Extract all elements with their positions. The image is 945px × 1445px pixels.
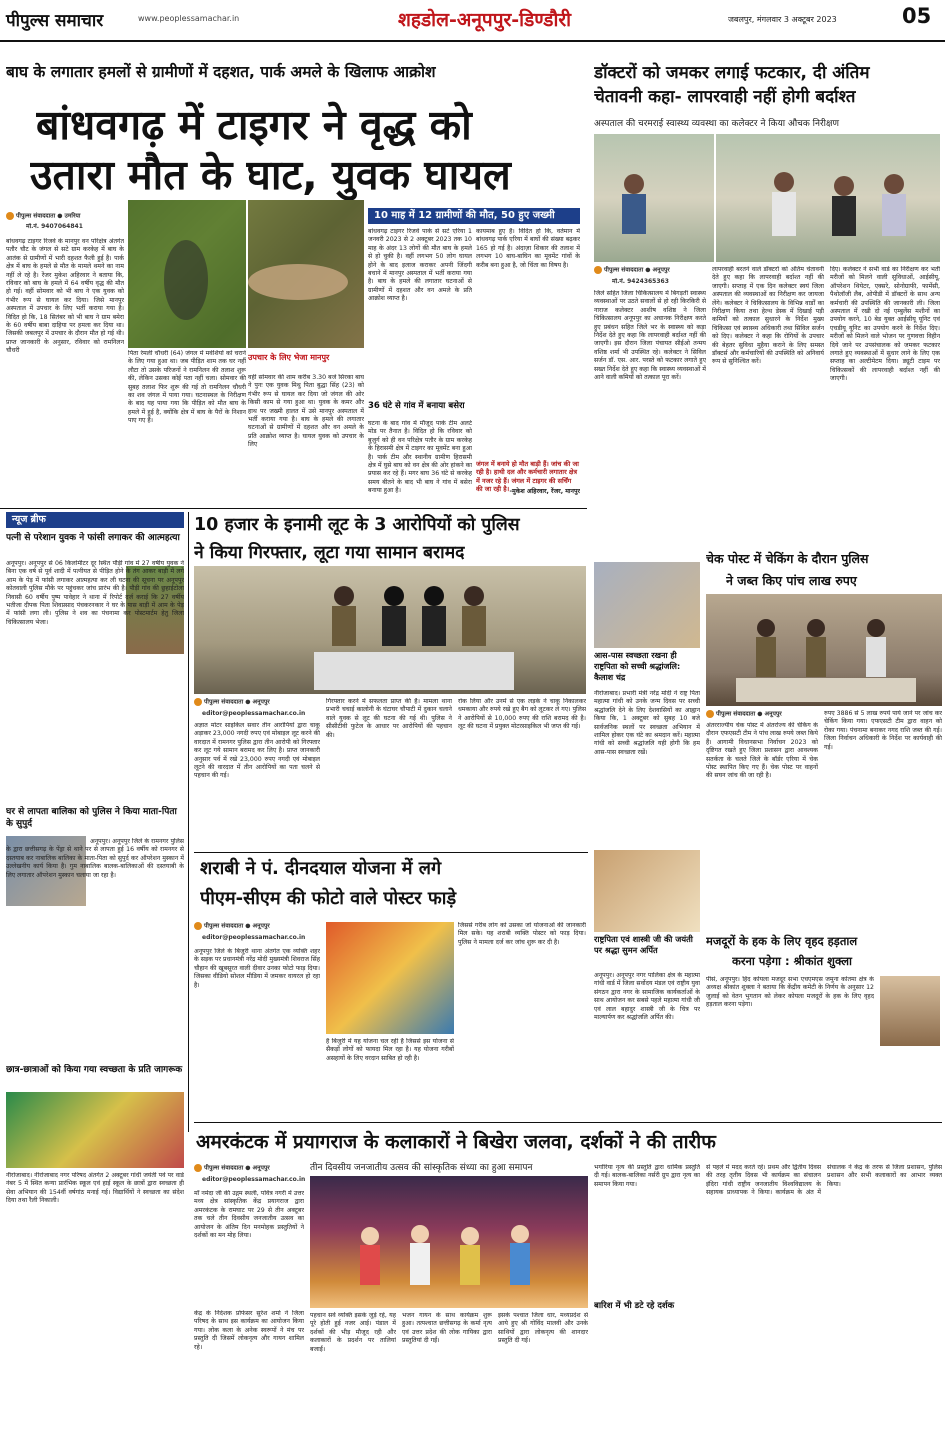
labour-headline-2: करना पड़ेगा : श्रीकांत शुक्ला <box>732 954 852 968</box>
amarkantak-col2: केंद्र के निदेशक प्रोफेसर सुरेश शर्मा ने जिला परिषद के साथ इस कार्यक्रम का आयोजन किया गया। लोक कला के अनेक स्वरूपों ने मंच पर प्रस्तुति दी जिसमें लोकनृत्य और गायन शामिल रहे। <box>194 1310 304 1351</box>
brief-photo-3 <box>6 1092 184 1168</box>
section-rule-3 <box>194 1122 942 1123</box>
amarkantak-subhead: तीन दिवसीय जनजातीय उत्सव की सांस्कृतिक संध्या का हुआ समापन <box>310 1163 533 1173</box>
section-rule-2 <box>194 852 588 853</box>
tiger-kicker: बाघ के लगातार हमलों से ग्रामीणों में दहशत, पार्क अमले के खिलाफ आक्रोश <box>6 63 436 81</box>
victim-scene-illustration <box>128 200 364 348</box>
checkpost-scene-illustration <box>706 594 942 706</box>
labour-headline-1: मजदूरों के हक के लिए वृहद हड़ताल <box>706 934 858 948</box>
section-rule-1 <box>0 508 587 509</box>
amarkantak-col3: पहचान सर्वे व्यक्ति इसके जुड़े रहे, यह पूरे होती हुई नजर आई। पंडाल में दर्शकों की भीड़ मौजूद रही और कलाकारों के प्रदर्शन पर तालियां बजाईं। <box>310 1312 396 1353</box>
labour-portrait <box>880 976 940 1046</box>
doctors-mobile: मो.नं. 9424365363 <box>612 278 669 285</box>
poster-email: editor@peoplessamachar.co.in <box>202 934 306 941</box>
loot-byline: पीपुल्स संवाददाता ● अनूपपुर <box>194 698 314 707</box>
labour-text: पीसं, अनूपपुर। हिंद कोयला मजदूर सभा एचएमएस जमुना कोतमा क्षेत्र के अध्यक्ष श्रीकांत शुक्ला ने बताया कि केंद्रीय कमेटी के निर्णय के अनुसार 12 जुलाई को वेतन भुगतान को लेकर कोयला मजदूरों के हक के लिए वृहद हड़ताल करना पड़ेगा। <box>706 976 874 1009</box>
cleanliness-photo <box>594 562 700 648</box>
tiger-caption-col: पिता रेमली चौधरी (64) जंगल में मवेशियों को चराने के लिए गया हुआ था। जब पीड़ित शाम तक घर नहीं लौटा तो उसके परिजनों ने रामनिलन की तलाश शुरू की, लेकिन उसका कोई पता नहीं चला। सोमवार की सुबह तलाश फिर शुरू की गई तो रामनिलन चौधरी का शव जंगल में पाया गया। घटनास्थल के निरीक्षण के बाद यह पाया गया कि पीड़ित को मौत बाघ के हमले में हुई है, क्योंकि क्षेत्र में बाघ के पैरों के निशान पाए गए हैं। <box>128 350 246 425</box>
stage-performance-illustration <box>310 1176 588 1308</box>
poster-byline: पीपुल्स संवाददाता ● अनूपपुर <box>194 922 314 931</box>
tiger-box-text: बांधवगढ़ टाइगर रिजर्व पार्क से सटे एरिया 1 जनवरी 2023 से 2 अक्टूबर 2023 तक 10 माह के अंदर 13 लोगों की मौत बाघ के हमले से हो चुकी है। वहीं लगभग 50 लोग घायल होने के बाद इलाज कराकर अपनी जिंदगी बचाने में मानपुर अस्पताल में भर्ती कराया गया है। बाघ के हमले की लगातार घटनाओं से ग्रामीणों में दहशत और वन अमले के प्रति आक्रोश व्याप्त है। <box>368 228 472 303</box>
amarkantak-email: editor@peoplessamachar.co.in <box>202 1176 306 1183</box>
checkpost-col1: अंतरराज्यीय चेक पोस्ट में अंतर्राज्य की चेकिंग के दौरान एफएसटी टीम ने पांच लाख रुपये जब्त किये हैं। आगामी विधानसभा निर्वाचन 2023 को दृष्टिगत रखते हुए जिला प्रशासन द्वारा आवश्यक सतर्कता के चलते जिले के बॉर्डर एरिया में चेक पोस्ट स्थापित किए गए हैं। चेक पोस्ट पर वाहनों की सघन जांच की जा रही है। <box>706 722 818 780</box>
tiger-quote-box: जंगल में बनाये हो मौत बाड़ी हैं। जांच की जा रही है। हाथी दल और कर्मचारी लगातार क्षेत्र में नजर रहे हैं। जंगल में टाइगर की सर्चिंग की जा रही है। <box>476 460 579 494</box>
checkpost-col2: रुपए 3886 से 5 लाख रुपये पाये जाने पर जांच कर चेकिंग किया गया। एफएसटी टीम द्वारा वाहन को रोका गया। पंचनामा बनाकर नगद राशि जब्त की गई। जिला निर्वाचन अधिकारी के निर्देश पर कार्यवाही की गई। <box>824 710 942 751</box>
tribute-photo <box>594 850 700 932</box>
brief-t3: नीरोजाबाद। नीरोजाबाद नगर परिषद अंतर्गत 2 अक्टूबर गांधी जयंती पर्व पर वार्ड नंबर 5 में स्थित कन्या प्रारंभिक स्कूल एवं हाई स्कूल के छात्रों द्वारा स्वच्छता ही सेवा अभियान की 154वीं वर्षगांठ मनाई गई। विद्यार्थियों ने स्वच्छता का संदेश दिया तथा रैली निकाली। <box>6 1172 184 1205</box>
checkpost-headline-1: चेक पोस्ट में चेकिंग के दौरान पुलिस <box>706 551 869 566</box>
doctors-headline-2: चेतावनी कहा- लापरवाही नहीं होगी बर्दाश्त <box>594 87 856 107</box>
loot-col2: गिरफ्तार करने में सफलता प्राप्त की है। मामला थाना प्रभारी चचाई कालोनी के घंटाघर चौपाटी में दुकान चलाने वाले युवक से लूट की घटना की गई थी। पुलिस ने सीसीटीवी फुटेज के आधार पर आरोपियों की पहचान की। <box>326 698 452 739</box>
tiger-col3: वहीं सोमवार की शाम करीब 3.30 बजे सिरका बाघ ने पुनः एक युवक मिथु पिता बुद्धा सिंह (23) को गंभीर रूप से घायल कर दिया जो जंगल की ओर किसी काम से गया हुआ था। युवक के कमर और हाथ पर जख्मी हालत में उसे मानपुर अस्पताल में भर्ती कराया गया है। बाघ के हमले की लगातार घटनाओं से ग्रामीणों में दहशत और वन अमले के प्रति आक्रोश व्याप्त है। घायल युवक को उपचार के लिए <box>248 374 364 449</box>
tiger-victim-photo <box>128 200 364 348</box>
poster-photo <box>326 922 454 1034</box>
brief-h3: छात्र-छात्राओं को किया गया स्वच्छता के प्रति जागरूक <box>6 1065 183 1075</box>
brief-h2: घर से लापता बालिका को पुलिस ने किया माता-पिता के सुपुर्द <box>6 807 177 829</box>
doctors-photo <box>594 134 940 262</box>
masthead-rule <box>0 40 945 42</box>
website: www.peoplessamachar.in <box>138 14 240 23</box>
tiger-col1: बांधवगढ़ टाइगर रिजर्व के मानपुर वन परिक्षेत्र अंतर्गत पतौर चौट के जंगल से सटे ग्राम करकेह में बाघ के आतंक से ग्रामीणों में भारी दहशत फैली हुई है। पार्क क्षेत्र में बाघ के हमले से मौत के मामले थमने का नाम नहीं ले रहे है। रेंजर मुकेश अहिरवार ने बताया कि, रविवार को बाघ के हमले में 64 वर्षीय वृद्ध की मौत हो गई। वहीं सोमवार को भी बाघ ने एक युवक को गंभीर रूप से घायल कर दिया। जिसे मानपुर अस्पताल में उपचार के लिए भर्ती कराया गया है। विदित हो कि, 18 सितंबर को भी बाघ ने ग्राम बमेरा के 60 वर्षीय बाबा दाहिया पर हमला कर दिया था। जिसकी जबलपुर में उपचार के दौरान मौत हो गई थी। प्राप्त जानकारी के अनुसार, रविवार को रामनिलन चौधरी <box>6 238 124 355</box>
brief-t2: अनूपपुर। अनूपपुर जिले के रामनगर पुलिस के द्वारा छत्तीसगढ़ के पेंड्रा से थाने पर से लापता हुई 16 वर्षीय को रामनगर से दस्तयाब कर नाबालिक बालिका के माता-पिता को सुपुर्द कर ऑपरेशन मुस्कान में उल्लेखनीय कार्य किया है। गुम नाबालिक बालक-बालिकाओं की दस्तयाबी के लिए लगातार ऑपरेशन मुस्कान चलाया जा रहा है। <box>6 838 184 879</box>
brief-t1: अनूपपुर। अनूपपुर से 06 किलोमीटर दूर स्थित पौड़ी गांव में 27 वर्षीय युवक ने बिना एक वर्ष से पूर्व शादी में पत्नीयत से पीड़ित होने के तंग आकर बाड़ी में लगे आम के पेड़ में फांसी लगाकर आत्महत्या कर ली घटना की सूचना पर अनूपपुर कोतवाली पुलिस मौके पर पहुंचकर जांच प्रारंभ की है। पौड़ी गांव की छुहाईटोला निवासी 60 वर्षीय पुष्प पावेहार ने थाना में रिपोर्ट दर्ज कराई कि 27 वर्षीय भतीजा दीपक पिता शिवप्रसाद पंचकरनकार ने घर के पास बाड़ी में आम के पेड़ में फांसी लगा ली। पुलिस ने शव का पंचनामा कर पोस्टमार्टम हेतु जिला चिकित्सालय भेजा। <box>6 560 184 626</box>
poster-col2: है बिजुरी में यह योजना चल रही है जिससे इस योजना से सैकड़ों लोगों को फायदा मिल रहा है। यह योजना गरीबों असहायों के लिए वरदान साबित हो रही है। <box>326 1038 454 1062</box>
poster-headline-2: पीएम-सीएम की फोटो वाले पोस्टर फाड़े <box>200 888 457 909</box>
loot-headline-1: 10 हजार के इनामी लूट के 3 आरोपियों को पुलिस <box>194 515 520 535</box>
checkpost-headline-2: ने जब्त किए पांच लाख रुपए <box>726 573 857 588</box>
amarkantak-photo <box>310 1176 588 1308</box>
page-date: जबलपुर, मंगलवार 3 अक्टूबर 2023 <box>728 15 837 24</box>
loot-col1: अज्ञात मोटर साइकिल सवार तीन आरोपियों द्वारा चाकू अड़ाकर 23,000 नगदी रुपए एवं मोबाइल लूट करने की वारदात में रामनगर पुलिस द्वारा तीन आरोपी को गिरफ्तार कर लूट गये सामान बरामद कर लिए है। प्राप्त जानकारी अनुसार पर्व में रखे 23,000 रुपए नगदी एवं मोबाइल लूटने की वारदात में तीन आरोपियों का पता चलने से पहचान की गई। <box>194 722 320 780</box>
amarkantak-col4: भजन गायन के साथ कार्यक्रम शुरू हुआ। तत्पश्चात छत्तीसगढ़ के कर्मा नृत्य एवं उत्तर प्रदेश की लोक गायिका द्वारा प्रस्तुतियां दी गईं। <box>402 1312 492 1345</box>
doctors-subhead: अस्पताल की चरमराई स्वास्थ्य व्यवस्था का कलेक्टर ने किया औचक निरीक्षण <box>594 119 839 129</box>
tiger-headline-2: उतारा मौत के घाट, युवक घायल <box>30 151 511 199</box>
police-arrest-illustration <box>194 566 586 694</box>
amarkantak-sub-rain: बारिश में भी डटे रहे दर्शक <box>594 1301 675 1311</box>
tiger-sub-36: 36 घंटे से गांव में बनाया बसेरा <box>368 401 465 411</box>
cleanliness-headline: आस-पास स्वच्छता रखना ही राष्ट्रपिता को सच्ची श्रद्धांजलि: कैलाश चंद्र <box>594 651 681 682</box>
tiger-col4: घटना के बाद गांव में मौजूद पार्क टीम अलर्ट मोड पर तैनात है। विदित हो कि रविवार को बुजुर्ग को ही वन परिक्षेत्र पतौर के ग्राम करकेह के हिरासमी क्षेत्र में टाइगर का मूवमेंट बना हुआ है। पार्क टीम और स्थानीय ग्रामीण हिरासमी क्षेत्र में घुसे बाघ को वन क्षेत्र की ओर हांकने का प्रयास कर रहे हैं। मगर बाघ 36 घंटे से करकेह समय बीतने के बाद भी बाघ ने गांव में बसेरा बनाया हुआ है। <box>368 420 472 495</box>
doctors-col1: जिले सहित जिला चिकित्सालय में बिगड़ती स्वास्थ्य व्यवस्थाओं पर उठते सवालों से हो रही किरकिरी से नाराज कलेक्टर आशीष वशिष्ठ ने जिला चिकित्सालय अनूपपुर का अचानक निरीक्षण करते हुए प्रबंधन सहित जिले भर के स्वास्थ्य को कड़ा निर्देश देते हुए कहा कि लापरवाही बर्दाश्त नहीं की जाएगी। इस दौरान जिला पंचायत सीईओ तन्मय वशिष्ठ शर्मा भी उपस्थित रहे। कलेक्टर ने सिविल सर्जन डॉ. एस. आर. परस्ते को फटकार लगाते हुए सख्त निर्देश देते हुए कहा कि स्वास्थ्य व्यवस्थाओं में आने वाली कमियों को तत्काल पूरा करें। <box>594 290 706 382</box>
tiger-sub-treatment: उपचार के लिए भेजा मानपुर <box>248 353 330 362</box>
amarkantak-col1: माँ नर्मदा जी की उद्गम स्थली, पवित्र नगरी में उत्तर मध्य क्षेत्र सांस्कृतिक केंद्र प्रयागराज द्वारा अमरकंटक के रामघाट पर 29 से तीन अक्टूबर तक चले तीन दिवसीय जनजातीय उत्सव का आयोजन के अंतिम दिन मनमोहक प्रस्तुतियों ने दर्शकों का मन मोह लिया। <box>194 1190 304 1240</box>
page-number: 05 <box>902 4 932 28</box>
doctors-col3: दिए। कलेक्टर ने सभी वार्ड का निरीक्षण कर भर्ती मरीजों को मिलने वाली सुविधाओं, आईसीयू, ऑपरेशन थियेटर, एक्सरे, सोनोग्राफी, फार्मेसी, पैथोलॉजी लैब, ओपीडी में डॉक्टरों के साथ अन्य कर्मचारी की उपस्थिति की जानकारी ली। जिला अस्पताल में रखी दो नई एम्बुलेंस मशीनों का उपयोग करने, 10 बेड युक्त आईसीयू यूनिट एवं एचडीयू यूनिट का उपयोग करने के निर्देश दिए। मरीजों को मिलने वाले भोजन पर गुणवत्ता विहीन दिये जाने पर उपसंचालक को जमकर फटकार लगाते हुए व्यवस्थाओं में सुधार लाने के लिए एक सप्ताह का अल्टीमेटम दिया। ड्यूटी टाइम पर चिकित्सकों की लापरवाही बर्दाश्त नहीं की जाएगी। <box>830 266 940 383</box>
tribute-text: अनूपपुर। अनूपपुर नगर पालिका क्षेत्र के महात्मा गांधी वार्ड में जिला सर्वोदय मंडल एवं राष्ट्रीय युवा संगठन द्वारा नगर के सामाजिक कार्यकर्ताओं के साथ आयोजन कर सबसे पहले महात्मा गांधी जी एवं लाल बहादुर शास्त्री जी के चित्र पर माल्यार्पण कर श्रद्धांजलि अर्पित की। <box>594 972 700 1022</box>
checkpost-byline: पीपुल्स संवाददाता ● अनूपपुर <box>706 710 816 719</box>
amarkantak-col6: भगोरिया नृत्य की प्रस्तुति द्वारा धार्मिक प्रस्तुति दी गई। बालक-बालिका नर्सरी ग्रुप द्वारा नृत्य का समापन किया गया। <box>594 1164 700 1188</box>
loot-headline-2: ने किया गिरफ्तार, लूटा गया सामान बरामद <box>194 543 465 563</box>
poster-col3: जिससे गरीब लोग को उसका जो योजनाओं की जानकारी मिल सके। यह शराबी व्यक्ति पोस्टर को फाड़ दिया। पुलिस ने मामला दर्ज कर जांच शुरू कर दी है। <box>458 922 586 946</box>
doctors-byline: पीपुल्स संवाददाता ● अनूपपुर <box>594 266 706 275</box>
logo: पीपुल्स समाचार <box>6 11 104 31</box>
tiger-quote-by: -मुकेश अहिरवार, रेंजर, मानपुर <box>509 488 580 495</box>
brief-divider <box>188 512 189 1132</box>
amarkantak-byline: पीपुल्स संवाददाता ● अनूपपुर <box>194 1164 314 1173</box>
loot-col3: रोक लिया और उनमें से एक लड़के ने चाकू निकालकर धमकाया और रुपये रखे हुए बैग को लूटकर ले गए। पुलिस ने आरोपियों से 10,000 रुपए की राशि बरामद की है। लूट की घटना में प्रयुक्त मोटरसाइकिल भी जप्त की गई। <box>458 698 586 731</box>
tiger-mobile: मो.नं. 9407064841 <box>26 223 83 230</box>
tiger-col5: कायमाब हुए है। विदित हो कि, वर्तमान में बांधवगढ़ पार्क एरिया में बाघों की संख्या बढ़कर 165 हो गई है। अंदाज़ा शिकार की तलाश में लगभग 10 बाघ-बाघिन का मूवमेंट गांवों के करीब बना हुआ है, जो चिंता का विषय है। <box>476 228 580 269</box>
edition-title: शहडोल-अनूपपुर-डिण्डौरी <box>398 9 572 31</box>
inspection-scene-illustration <box>594 134 940 262</box>
news-brief-label: न्यूज ब्रीफ <box>6 512 184 528</box>
tiger-box-title: 10 माह में 12 ग्रामीणों की मौत, 50 हुए जख्मी <box>368 208 580 224</box>
brief-h1: पत्नी से परेशान युवक ने फांसी लगाकर की आत्महत्या <box>6 533 180 543</box>
amarkantak-col7: से पहले में मदद करते रहे। प्रथम और द्वितीय दिवस की तरह तृतीय दिवस भी कार्यक्रम का संचालन इंदिरा गांधी राष्ट्रीय जनजातीय विश्वविद्यालय के सहायक प्राध्यापक ने किया। कार्यक्रम के अंत में संचालक ने केंद्र के तरफ से जिला प्रशासन, पुलिस प्रशासन और सभी कलाकारों का आभार व्यक्त किया। <box>706 1164 942 1197</box>
cleanliness-text: नीरोजाबाद। प्रभारी मंत्री नरेंद्र मोदी ने राष्ट्र पिता महात्मा गांधी को उनके जन्म दिवस पर सच्ची श्रद्धांजलि देने के लिए देशवासियों का आह्वान किया कि, 1 अक्टूबर को सुबह 10 बजे सार्वजनिक स्थलों पर स्वच्छता अभियान में शामिल होकर एक घंटे का श्रमदान करें। महात्मा गांधी को सच्ची श्रद्धांजलि यही होगी कि हम आस-पास स्वच्छता रखें। <box>594 690 700 756</box>
amarkantak-headline: अमरकंटक में प्रयागराज के कलाकारों ने बिखेरा जलवा, दर्शकों ने की तारीफ <box>196 1131 716 1153</box>
poster-headline-1: शराबी ने पं. दीनदयाल योजना में लगे <box>200 858 442 879</box>
doctors-col2: लापरवाही बरतने वाले डॉक्टरों को अंतिम चेतावनी देते हुए कहा कि लापरवाही बर्दाश्त नहीं की जाएगी। सप्ताह में एक दिन कलेक्टर स्वयं जिला अस्पताल की व्यवस्थाओं का निरीक्षण कर जायजा लेंगे। कलेक्टर ने चिकित्सालय के विभिन्न वार्डों का निरीक्षण किया तथा हेल्थ डेस्क में दिखाई पड़ी कमियों को तत्काल सुधारने के निर्देश मुख्य चिकित्सा एवं स्वास्थ्य अधिकारी तथा सिविल सर्जन को दिए। कलेक्टर ने कहा कि रोगियों के उपचार की बेहतर सुविधा मुहैया कराने के लिए समस्त डॉक्टर्स और कर्मचारियों की उपस्थिति को अनिवार्य रूप से सुनिश्चित करें। <box>712 266 824 366</box>
checkpost-photo <box>706 594 942 706</box>
doctors-headline-1: डॉक्टरों को जमकर लगाई फटकार, दी अंतिम <box>594 63 870 83</box>
tiger-byline: पीपुल्स संवाददाता ● उमरिया <box>6 212 124 221</box>
tribute-headline: राष्ट्रपिता एवं शास्त्री जी की जयंती पर श्रद्धा सुमन अर्पित <box>594 934 693 955</box>
loot-photo <box>194 566 586 694</box>
amarkantak-col5: इसके पश्चात जिला धार, मध्यप्रदेश से आये हुए श्री गोविंद मालवी और उनके साथियों द्वारा लोकनृत्य की शानदार प्रस्तुति दी गई। <box>498 1312 588 1345</box>
loot-email: editor@peoplessamachar.co.in <box>202 710 306 717</box>
poster-col1: अनूपपुर जिले के बिजुरी थाना अंतर्गत एक व्यक्ति शहर के सड़क पर प्रधानमंत्री नरेंद्र मोदी मुख्यमंत्री शिवराज सिंह चौहान की खूबसूरत वाली दीवार उनका फोटो फाड़ दिया। जिसका वीडियो सोशल मीडिया में जमकर वायरल हो रहा है। <box>194 948 320 989</box>
tiger-headline-1: बांधवगढ़ में टाइगर ने वृद्ध को <box>36 101 472 149</box>
